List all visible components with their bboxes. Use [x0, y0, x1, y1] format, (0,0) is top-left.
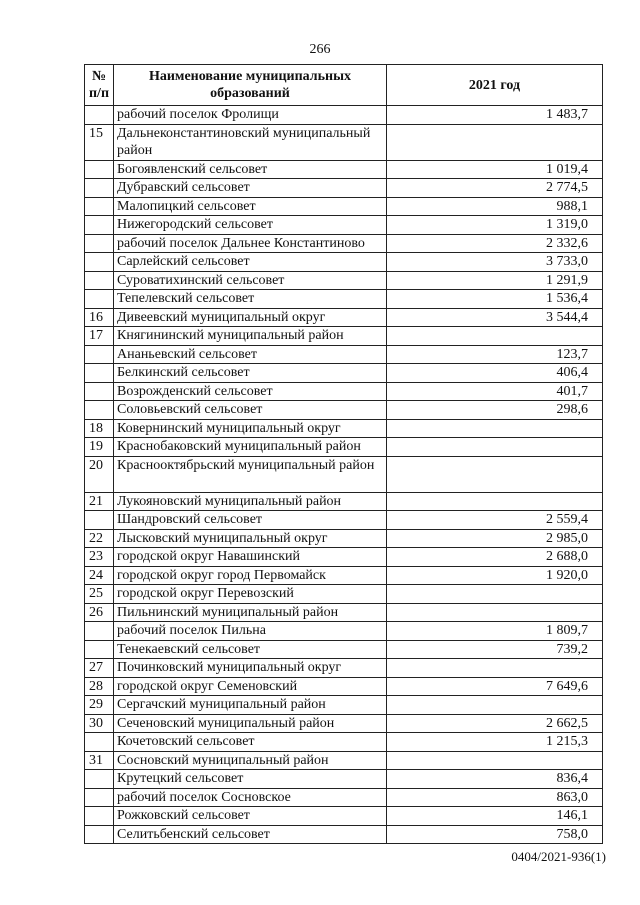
- table-row: [85, 751, 603, 770]
- table-row: [85, 216, 603, 235]
- header-number: № п/п: [85, 65, 114, 106]
- row-name: Сеченовский муниципальный район: [114, 714, 387, 733]
- row-name: рабочий поселок Фролищи: [114, 106, 387, 125]
- row-number: [85, 364, 114, 383]
- row-name: Нижегородский сельсовет: [114, 216, 387, 235]
- row-name: городской округ город Первомайск: [114, 566, 387, 585]
- row-number: 28: [85, 677, 114, 696]
- document-code: 0404/2021-936(1): [511, 849, 606, 864]
- row-value: [387, 419, 603, 438]
- row-number: [85, 825, 114, 844]
- budget-table: [84, 64, 603, 844]
- row-value: 401,7: [387, 382, 603, 401]
- row-value: 1 019,4: [387, 160, 603, 179]
- row-number: 30: [85, 714, 114, 733]
- row-number: [85, 788, 114, 807]
- row-value: [387, 696, 603, 715]
- table-row: [85, 640, 603, 659]
- row-value: [387, 124, 603, 160]
- row-value: 123,7: [387, 345, 603, 364]
- row-value: [387, 492, 603, 511]
- row-name: Суроватихинский сельсовет: [114, 271, 387, 290]
- row-value: 3 733,0: [387, 253, 603, 272]
- row-number: 31: [85, 751, 114, 770]
- row-value: [387, 659, 603, 678]
- row-name: Краснооктябрьский муниципальный район: [114, 456, 387, 492]
- row-name: Кочетовский сельсовет: [114, 733, 387, 752]
- row-value: 739,2: [387, 640, 603, 659]
- row-value: 988,1: [387, 197, 603, 216]
- row-number: [85, 197, 114, 216]
- row-number: [85, 807, 114, 826]
- table-row: [85, 160, 603, 179]
- row-name: Ковернинский муниципальный округ: [114, 419, 387, 438]
- row-name: Дубравский сельсовет: [114, 179, 387, 198]
- table-row: [85, 308, 603, 327]
- row-name: городской округ Перевозский: [114, 585, 387, 604]
- row-number: [85, 345, 114, 364]
- row-number: [85, 253, 114, 272]
- table-row: [85, 253, 603, 272]
- row-value: 1 319,0: [387, 216, 603, 235]
- table-row: [85, 677, 603, 696]
- row-name: Княгининский муниципальный район: [114, 327, 387, 346]
- row-value: 1 483,7: [387, 106, 603, 125]
- table-row: [85, 770, 603, 789]
- row-number: [85, 622, 114, 641]
- row-name: Белкинский сельсовет: [114, 364, 387, 383]
- table-row: [85, 419, 603, 438]
- row-value: [387, 751, 603, 770]
- row-value: 1 809,7: [387, 622, 603, 641]
- row-value: 406,4: [387, 364, 603, 383]
- row-value: [387, 456, 603, 492]
- row-number: [85, 179, 114, 198]
- row-value: 1 920,0: [387, 566, 603, 585]
- row-name: Краснобаковский муниципальный район: [114, 438, 387, 457]
- row-number: 18: [85, 419, 114, 438]
- row-value: 1 291,9: [387, 271, 603, 290]
- row-value: [387, 438, 603, 457]
- row-number: 21: [85, 492, 114, 511]
- table-row: [85, 529, 603, 548]
- table-row: [85, 696, 603, 715]
- row-value: 2 985,0: [387, 529, 603, 548]
- table-row: [85, 290, 603, 309]
- row-name: Селитьбенский сельсовет: [114, 825, 387, 844]
- row-value: [387, 603, 603, 622]
- table-row: [85, 788, 603, 807]
- row-number: 19: [85, 438, 114, 457]
- table-body: [85, 106, 603, 844]
- table-header-row: [85, 65, 603, 106]
- row-name: рабочий поселок Сосновское: [114, 788, 387, 807]
- row-name: Крутецкий сельсовет: [114, 770, 387, 789]
- table-row: [85, 548, 603, 567]
- row-number: 15: [85, 124, 114, 160]
- table-row: [85, 622, 603, 641]
- row-value: 758,0: [387, 825, 603, 844]
- row-value: 2 332,6: [387, 234, 603, 253]
- table-row: [85, 807, 603, 826]
- table-row: [85, 603, 603, 622]
- row-name: Тепелевский сельсовет: [114, 290, 387, 309]
- row-number: [85, 770, 114, 789]
- table-row: [85, 124, 603, 160]
- row-value: 1 536,4: [387, 290, 603, 309]
- table-row: [85, 364, 603, 383]
- row-name: Дальнеконстантиновский муниципальный район: [114, 124, 387, 160]
- row-number: 16: [85, 308, 114, 327]
- row-name: рабочий поселок Дальнее Константиново: [114, 234, 387, 253]
- table-row: [85, 438, 603, 457]
- row-name: Рожковский сельсовет: [114, 807, 387, 826]
- row-number: [85, 106, 114, 125]
- row-value: 836,4: [387, 770, 603, 789]
- row-number: 25: [85, 585, 114, 604]
- row-number: [85, 640, 114, 659]
- row-value: 298,6: [387, 401, 603, 420]
- row-value: 146,1: [387, 807, 603, 826]
- row-number: 17: [85, 327, 114, 346]
- row-number: 26: [85, 603, 114, 622]
- row-number: [85, 290, 114, 309]
- row-number: 27: [85, 659, 114, 678]
- table-row: [85, 456, 603, 492]
- header-year: 2021 год: [387, 65, 603, 106]
- row-name: Сергачский муниципальный район: [114, 696, 387, 715]
- row-number: [85, 511, 114, 530]
- row-name: Малопицкий сельсовет: [114, 197, 387, 216]
- row-name: Пильнинский муниципальный район: [114, 603, 387, 622]
- table-row: [85, 401, 603, 420]
- row-name: Шандровский сельсовет: [114, 511, 387, 530]
- row-value: 863,0: [387, 788, 603, 807]
- table-row: [85, 197, 603, 216]
- table-row: [85, 271, 603, 290]
- row-number: [85, 733, 114, 752]
- row-name: Лукояновский муниципальный район: [114, 492, 387, 511]
- table-row: [85, 345, 603, 364]
- row-value: 7 649,6: [387, 677, 603, 696]
- row-number: [85, 382, 114, 401]
- row-name: Возрожденский сельсовет: [114, 382, 387, 401]
- table-row: [85, 825, 603, 844]
- table-row: [85, 585, 603, 604]
- row-value: 2 688,0: [387, 548, 603, 567]
- row-name: Соловьевский сельсовет: [114, 401, 387, 420]
- row-number: 22: [85, 529, 114, 548]
- row-name: Тенекаевский сельсовет: [114, 640, 387, 659]
- row-value: 2 774,5: [387, 179, 603, 198]
- table-row: [85, 234, 603, 253]
- row-number: [85, 271, 114, 290]
- row-name: городской округ Семеновский: [114, 677, 387, 696]
- table-row: [85, 733, 603, 752]
- table-row: [85, 492, 603, 511]
- row-number: [85, 234, 114, 253]
- row-value: 3 544,4: [387, 308, 603, 327]
- row-number: [85, 401, 114, 420]
- header-name: Наименование муниципальных образований: [114, 65, 387, 106]
- table-row: [85, 327, 603, 346]
- table-row: [85, 659, 603, 678]
- row-number: 24: [85, 566, 114, 585]
- table-row: [85, 106, 603, 125]
- row-number: [85, 160, 114, 179]
- row-value: 1 215,3: [387, 733, 603, 752]
- row-number: [85, 216, 114, 235]
- table-row: [85, 714, 603, 733]
- table-row: [85, 511, 603, 530]
- row-value: 2 662,5: [387, 714, 603, 733]
- row-value: [387, 585, 603, 604]
- row-name: рабочий поселок Пильна: [114, 622, 387, 641]
- row-name: Починковский муниципальный округ: [114, 659, 387, 678]
- row-number: 23: [85, 548, 114, 567]
- row-name: Дивеевский муниципальный округ: [114, 308, 387, 327]
- row-number: 20: [85, 456, 114, 492]
- row-name: Богоявленский сельсовет: [114, 160, 387, 179]
- row-number: 29: [85, 696, 114, 715]
- row-value: [387, 327, 603, 346]
- table-row: [85, 566, 603, 585]
- page-number: 266: [309, 42, 331, 57]
- table-row: [85, 179, 603, 198]
- row-name: городской округ Навашинский: [114, 548, 387, 567]
- row-value: 2 559,4: [387, 511, 603, 530]
- row-name: Лысковский муниципальный округ: [114, 529, 387, 548]
- row-name: Сосновский муниципальный район: [114, 751, 387, 770]
- row-name: Ананьевский сельсовет: [114, 345, 387, 364]
- table-row: [85, 382, 603, 401]
- row-name: Сарлейский сельсовет: [114, 253, 387, 272]
